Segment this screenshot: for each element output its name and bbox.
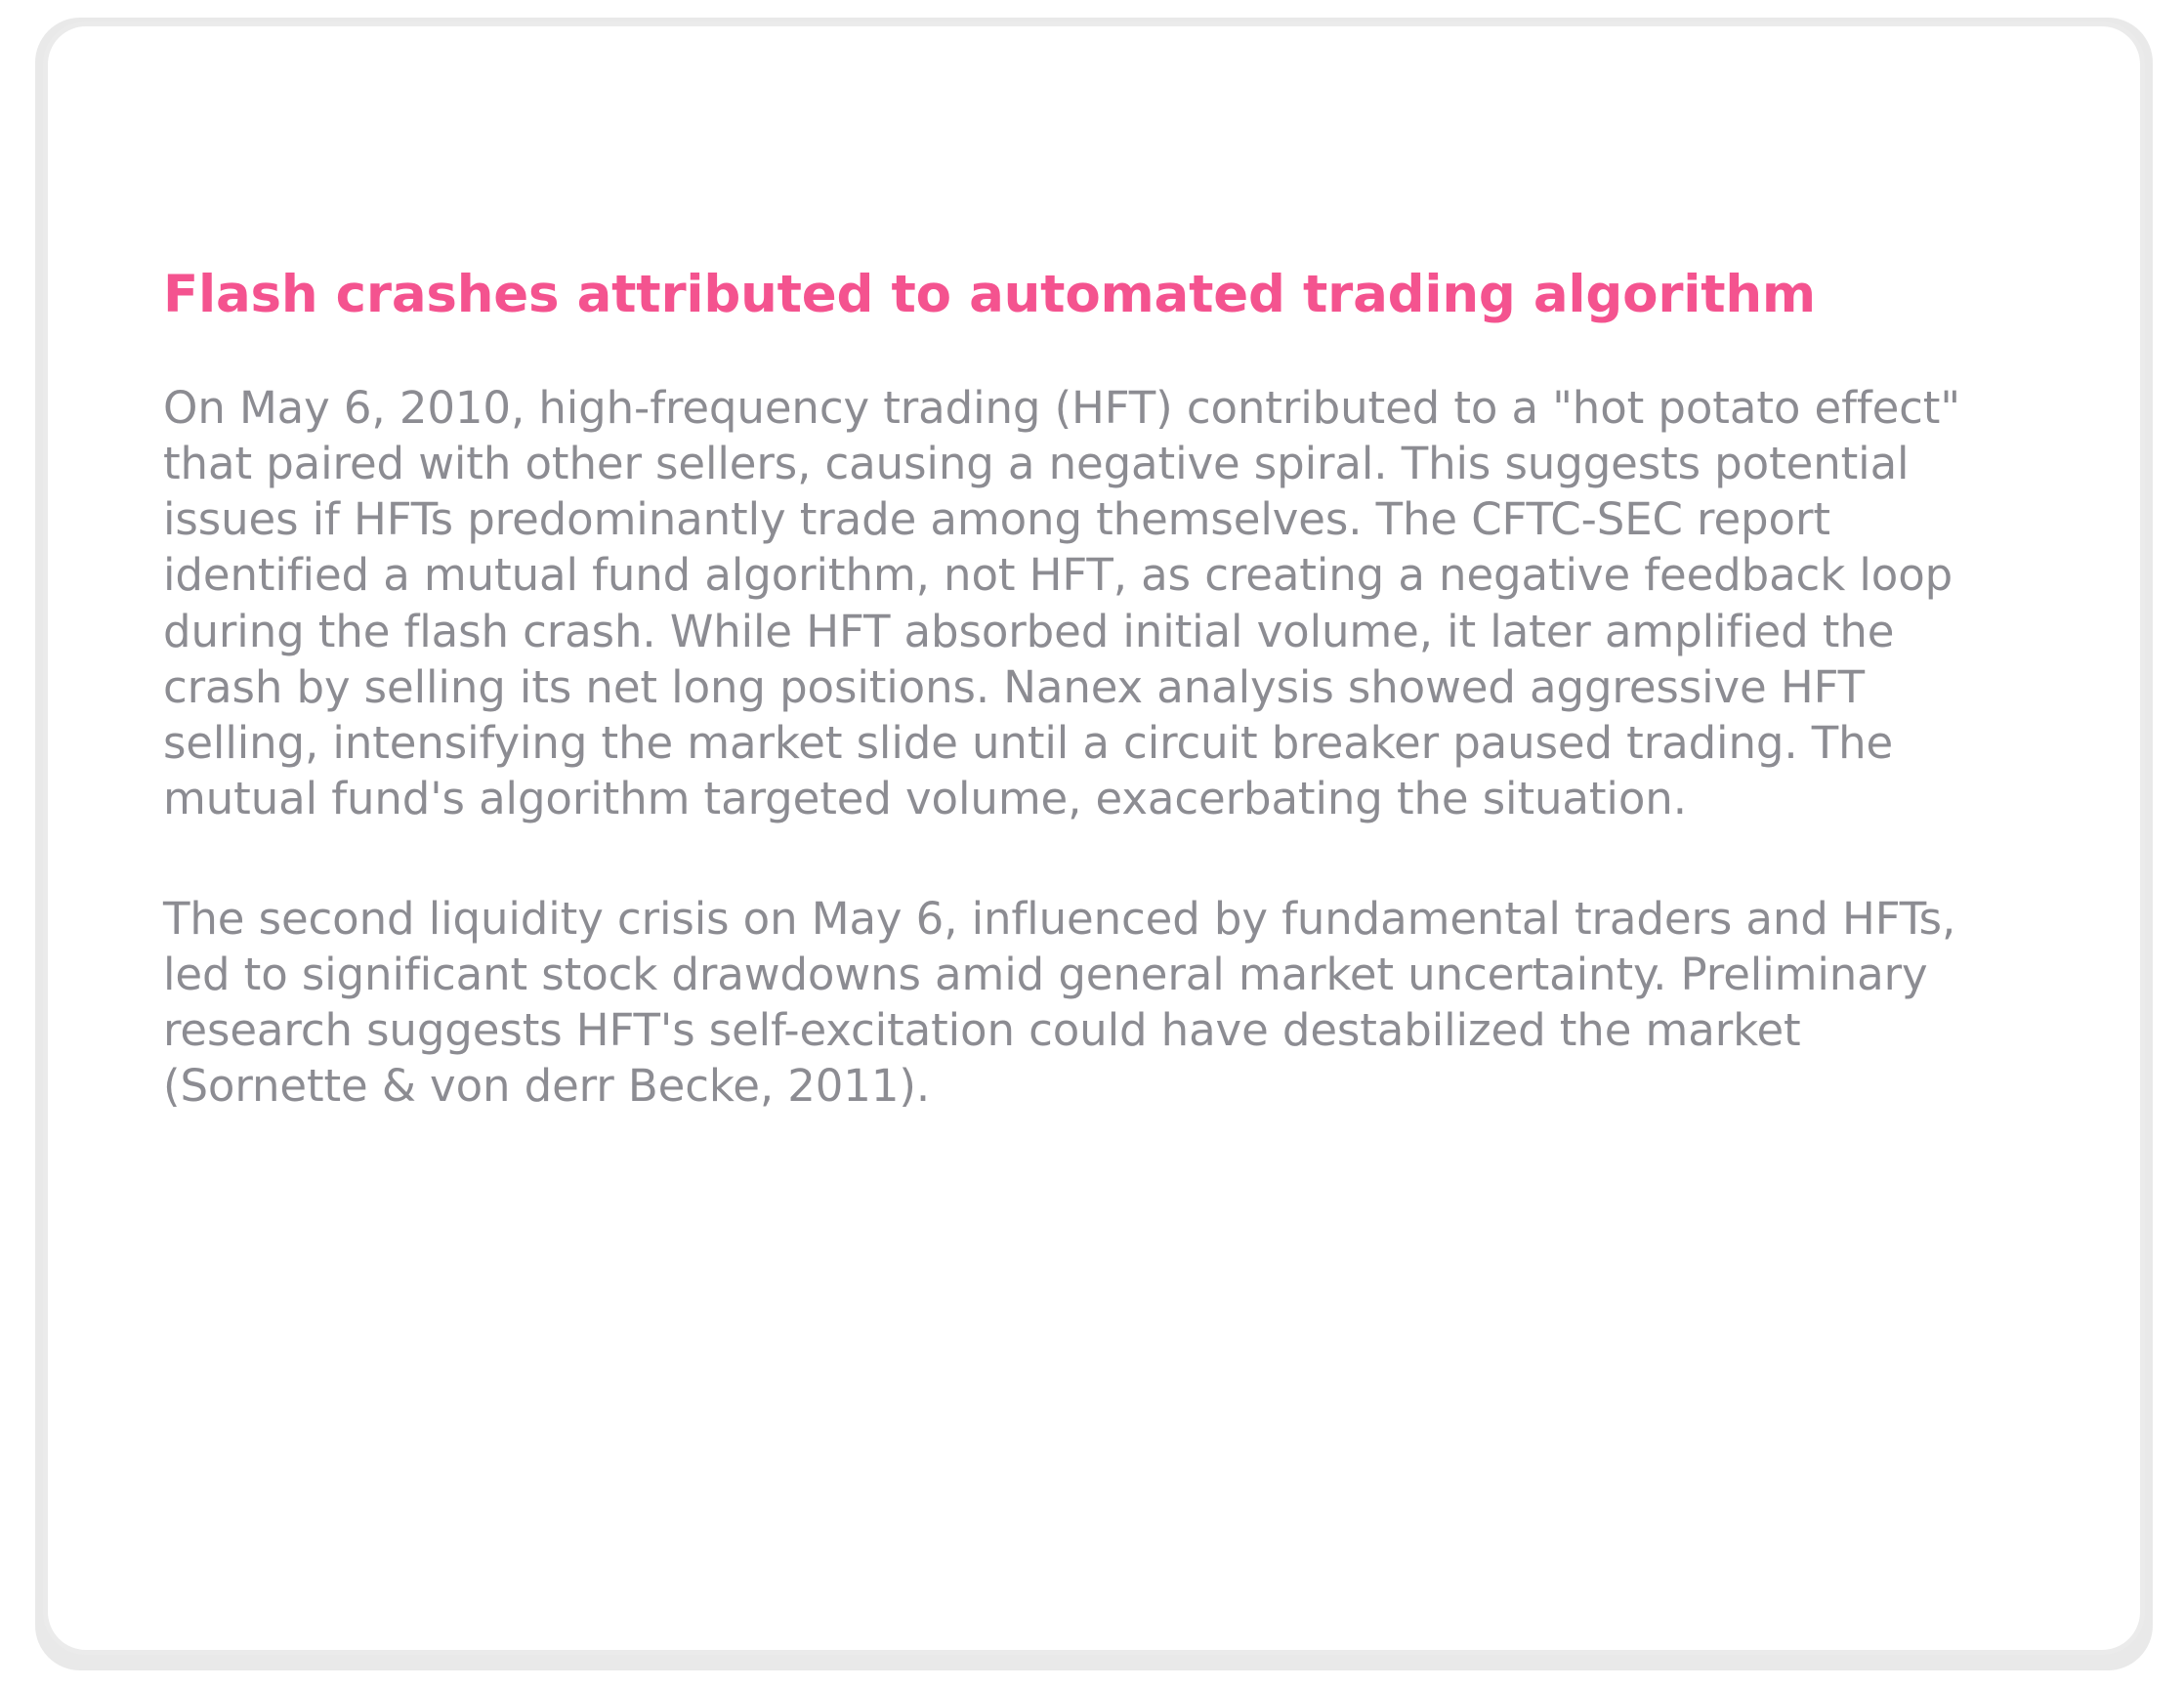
page-title: Flash crashes attributed to automated trading algorithm bbox=[163, 265, 1816, 324]
body-paragraph-1: On May 6, 2010, high-frequency trading (HFT) contributed to a "hot potato effect" that paired with other sellers, causing a negative spiral. This suggests potential issues if HFTs predominantly trade among themselves. The CFTC-SEC report identified a mutual fund algorithm, not HFT, as creating a negative feedback loop during the flash crash. While HFT absorbed initial volume, it later amplified the crash by selling its net long positions. Nanex analysis showed aggressive HFT selling, intensifying the market slide until a circuit breaker paused trading. The mutual fund's algorithm targeted volume, exacerbating the situation. bbox=[163, 381, 1960, 824]
article-card bbox=[43, 21, 2145, 1655]
body-paragraph-2: The second liquidity crisis on May 6, influenced by fundamental traders and HFTs, led to significant stock drawdowns amid general market uncertainty. Preliminary research suggests HFT's self-excitation could have destabilized the market (Sornette & von derr Becke, 2011). bbox=[163, 893, 1956, 1113]
card-content bbox=[163, 266, 1990, 1115]
